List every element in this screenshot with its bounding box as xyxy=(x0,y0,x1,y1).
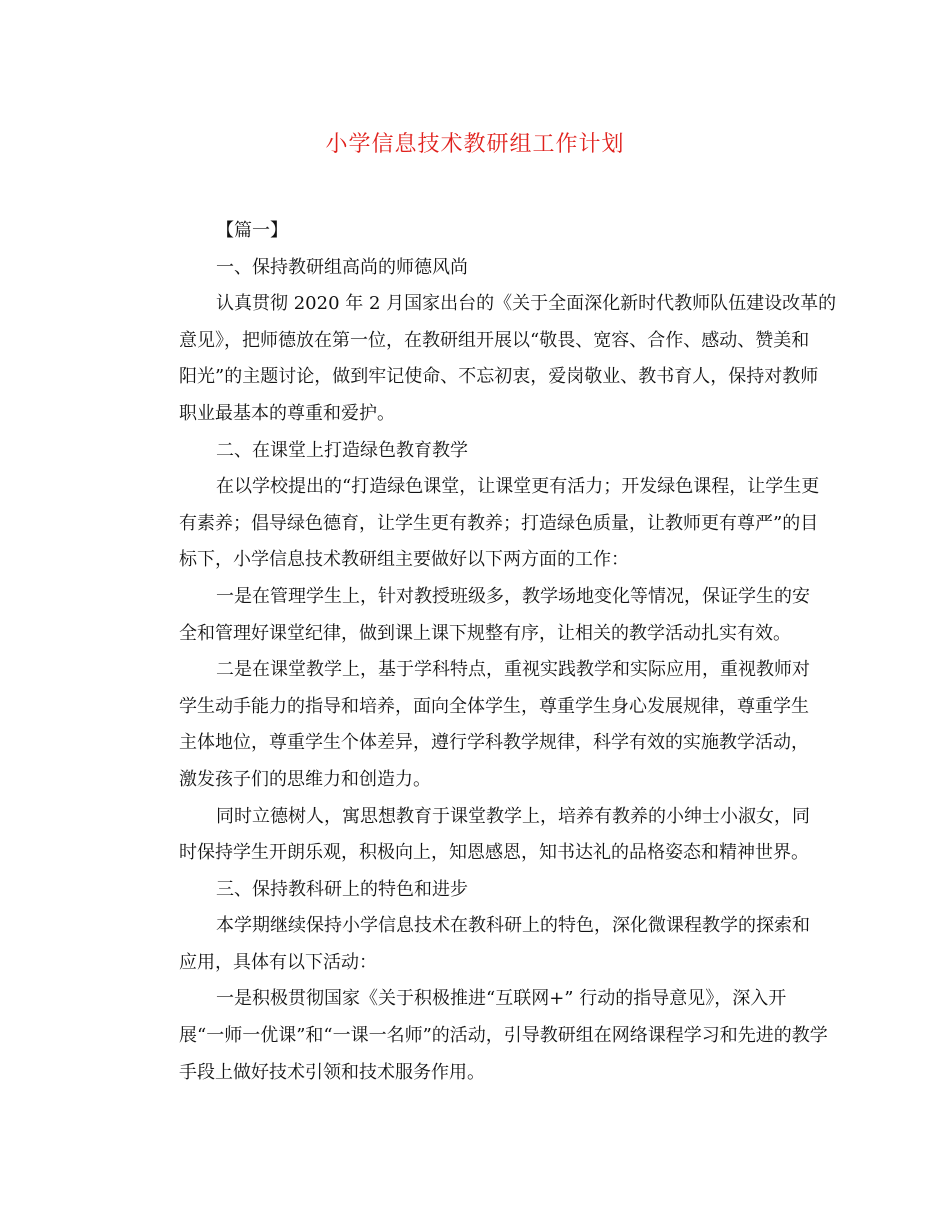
text-line: 一是在管理学生上，针对教授班级多，教学场地变化等情况，保证学生的安 xyxy=(216,585,810,607)
body-paragraph xyxy=(142,981,828,1091)
text-line: 【篇一】 xyxy=(216,220,288,241)
text-line: 一是积极贯彻国家《关于积极推进“互联网+” 行动的指导意见》，深入开 xyxy=(216,988,787,1010)
text-line: 认真贯彻 2020 年 2 月国家出台的《关于全面深化新时代教师队伍建设改革的 xyxy=(216,293,837,315)
text-line: 二、在课堂上打造绿色教育教学 xyxy=(216,439,468,461)
body-paragraph xyxy=(142,652,810,798)
document-title: 小学信息技术教研组工作计划 xyxy=(325,132,625,157)
text-line: 一、保持教研组高尚的师德风尚 xyxy=(216,256,468,278)
text-line: 三、保持教科研上的特色和进步 xyxy=(216,878,468,900)
text-line: 应用，具体有以下活动： xyxy=(179,951,377,973)
text-line: 学生动手能力的指导和培养，面向全体学生，尊重学生身心发展规律，尊重学生 xyxy=(179,695,809,717)
section-heading xyxy=(142,250,807,287)
text-line: 有素养；倡导绿色德育，让学生更有教养；打造绿色质量，让教师更有尊严”的目 xyxy=(179,512,819,534)
text-line: 手段上做好技术引领和技术服务作用。 xyxy=(179,1061,485,1083)
document-body xyxy=(142,213,837,1091)
text-line: 意见》，把师德放在第一位，在教研组开展以“敬畏、宽容、合作、感动、赞美和 xyxy=(179,329,810,351)
text-line: 激发孩子们的思维力和创造力。 xyxy=(179,768,431,790)
text-line: 展“一师一优课”和“一课一名师”的活动，引导教研组在网络课程学习和先进的教学 xyxy=(179,1025,828,1047)
text-line: 阳光”的主题讨论，做到牢记使命、不忘初衷，爱岗敬业、教书育人，保持对教师 xyxy=(179,366,819,388)
text-line: 同时立德树人，寓思想教育于课堂教学上，培养有教养的小绅士小淑女，同 xyxy=(216,805,810,827)
text-line: 全和管理好课堂纪律，做到课上课下规整有序，让相关的教学活动扎实有效。 xyxy=(179,622,791,644)
text-line: 职业最基本的尊重和爱护。 xyxy=(179,402,395,424)
body-paragraph xyxy=(142,469,820,579)
body-paragraph xyxy=(142,579,810,652)
text-line: 主体地位，尊重学生个体差异，遵行学科教学规律，科学有效的实施教学活动， xyxy=(179,732,809,754)
text-line: 时保持学生开朗乐观，积极向上，知恩感恩，知书达礼的品格姿态和精神世界。 xyxy=(179,842,809,864)
section-heading xyxy=(142,872,807,909)
body-paragraph xyxy=(142,286,837,432)
text-line: 本学期继续保持小学信息技术在教科研上的特色，深化微课程教学的探索和 xyxy=(216,915,810,937)
body-paragraph xyxy=(142,908,810,981)
text-line: 在以学校提出的“打造绿色课堂，让课堂更有活力；开发绿色课程，让学生更 xyxy=(216,476,820,498)
text-line: 标下，小学信息技术教研组主要做好以下两方面的工作： xyxy=(179,549,629,571)
section-label xyxy=(142,213,807,250)
body-paragraph xyxy=(142,799,810,872)
section-heading xyxy=(142,433,807,470)
text-line: 二是在课堂教学上，基于学科特点，重视实践教学和实际应用，重视教师对 xyxy=(216,659,810,681)
